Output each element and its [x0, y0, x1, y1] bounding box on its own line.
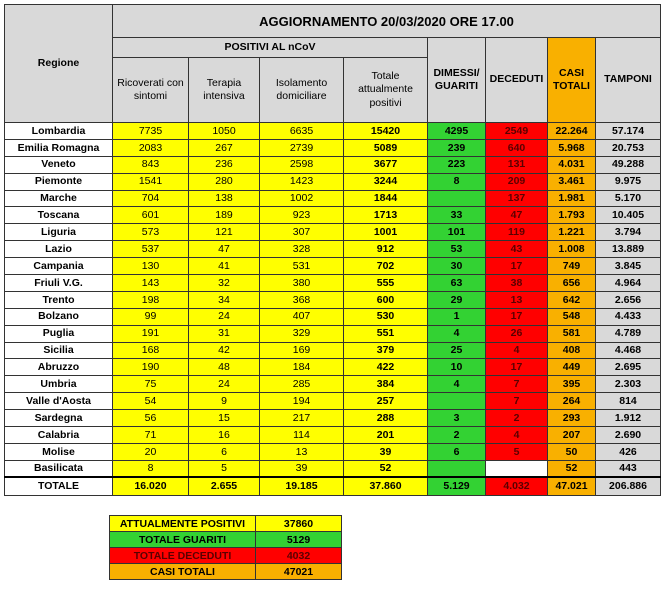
- cell-deceduti: [486, 460, 548, 477]
- header-tamponi: TAMPONI: [596, 38, 661, 123]
- cell-dimessi: 4: [428, 376, 486, 393]
- cell-totale: 257: [344, 393, 428, 410]
- cell-dimessi: 29: [428, 291, 486, 308]
- cell-isolamento: 1002: [260, 190, 344, 207]
- cell-tamponi: 20.753: [596, 139, 661, 156]
- summary-positivi-value: 37860: [256, 516, 342, 532]
- cell-terapia: 267: [189, 139, 260, 156]
- cell-terapia: 121: [189, 224, 260, 241]
- summary-deceduti-label: TOTALE DECEDUTI: [110, 548, 256, 564]
- cell-ricoverati: 8: [113, 460, 189, 477]
- cell-deceduti: 7: [486, 393, 548, 410]
- cell-ricoverati: 54: [113, 393, 189, 410]
- cell-regione: Toscana: [5, 207, 113, 224]
- cell-tamponi: 426: [596, 443, 661, 460]
- cell-terapia: 47: [189, 241, 260, 258]
- cell-tamponi: 2.690: [596, 427, 661, 444]
- cell-isolamento: 329: [260, 325, 344, 342]
- cell-dimessi: 2: [428, 427, 486, 444]
- cell-casi: 408: [548, 342, 596, 359]
- cell-regione: Bolzano: [5, 308, 113, 325]
- cell-totale: 288: [344, 410, 428, 427]
- header-positivi-group: POSITIVI AL nCoV: [113, 38, 428, 58]
- cell-deceduti: 137: [486, 190, 548, 207]
- cell-totale: 600: [344, 291, 428, 308]
- total-terapia: 2.655: [189, 477, 260, 496]
- cell-dimessi: 6: [428, 443, 486, 460]
- cell-regione: Veneto: [5, 156, 113, 173]
- total-casi: 47.021: [548, 477, 596, 496]
- cell-regione: Umbria: [5, 376, 113, 393]
- cell-ricoverati: 843: [113, 156, 189, 173]
- cell-terapia: 1050: [189, 123, 260, 140]
- cell-tamponi: 2.695: [596, 359, 661, 376]
- cell-regione: Liguria: [5, 224, 113, 241]
- cell-casi: 1.981: [548, 190, 596, 207]
- cell-dimessi: 63: [428, 275, 486, 292]
- cell-casi: 1.008: [548, 241, 596, 258]
- cell-casi: 548: [548, 308, 596, 325]
- cell-terapia: 15: [189, 410, 260, 427]
- cell-deceduti: 119: [486, 224, 548, 241]
- cell-tamponi: 2.656: [596, 291, 661, 308]
- table-row: [5, 139, 661, 156]
- cell-totale: 201: [344, 427, 428, 444]
- cell-ricoverati: 99: [113, 308, 189, 325]
- cell-totale: 3677: [344, 156, 428, 173]
- cell-isolamento: 114: [260, 427, 344, 444]
- cell-deceduti: 2: [486, 410, 548, 427]
- table-row: [5, 156, 661, 173]
- cell-tamponi: 443: [596, 460, 661, 477]
- cell-dimessi: 3: [428, 410, 486, 427]
- cell-regione: Molise: [5, 443, 113, 460]
- table-row: [5, 393, 661, 410]
- cell-terapia: 5: [189, 460, 260, 477]
- cell-deceduti: 4: [486, 342, 548, 359]
- cell-casi: 3.461: [548, 173, 596, 190]
- cell-dimessi: 101: [428, 224, 486, 241]
- cell-casi: 642: [548, 291, 596, 308]
- cell-totale: 39: [344, 443, 428, 460]
- cell-ricoverati: 573: [113, 224, 189, 241]
- cell-dimessi: 10: [428, 359, 486, 376]
- table-row: [5, 241, 661, 258]
- cell-regione: Trento: [5, 291, 113, 308]
- total-totale-positivi: 37.860: [344, 477, 428, 496]
- cell-terapia: 189: [189, 207, 260, 224]
- cell-isolamento: 6635: [260, 123, 344, 140]
- cell-dimessi: 223: [428, 156, 486, 173]
- cell-ricoverati: 71: [113, 427, 189, 444]
- cell-terapia: 236: [189, 156, 260, 173]
- summary-guariti-value: 5129: [256, 532, 342, 548]
- cell-regione: Lombardia: [5, 123, 113, 140]
- cell-ricoverati: 20: [113, 443, 189, 460]
- summary-guariti-label: TOTALE GUARITI: [110, 532, 256, 548]
- cell-casi: 22.264: [548, 123, 596, 140]
- cell-terapia: 31: [189, 325, 260, 342]
- cell-regione: Puglia: [5, 325, 113, 342]
- cell-tamponi: 13.889: [596, 241, 661, 258]
- cell-terapia: 9: [189, 393, 260, 410]
- cell-totale: 422: [344, 359, 428, 376]
- cell-isolamento: 328: [260, 241, 344, 258]
- cell-deceduti: 43: [486, 241, 548, 258]
- summary-casi-label: CASI TOTALI: [110, 564, 256, 580]
- table-row: [5, 427, 661, 444]
- cell-casi: 1.793: [548, 207, 596, 224]
- cell-tamponi: 4.468: [596, 342, 661, 359]
- cell-ricoverati: 601: [113, 207, 189, 224]
- cell-deceduti: 209: [486, 173, 548, 190]
- cell-dimessi: 33: [428, 207, 486, 224]
- cell-ricoverati: 190: [113, 359, 189, 376]
- cell-casi: 449: [548, 359, 596, 376]
- cell-terapia: 6: [189, 443, 260, 460]
- cell-deceduti: 4: [486, 427, 548, 444]
- cell-terapia: 41: [189, 258, 260, 275]
- cell-totale: 1713: [344, 207, 428, 224]
- cell-casi: 264: [548, 393, 596, 410]
- header-ricoverati: Ricoverati con sintomi: [113, 58, 189, 123]
- cell-ricoverati: 168: [113, 342, 189, 359]
- cell-casi: 395: [548, 376, 596, 393]
- cell-dimessi: [428, 460, 486, 477]
- cell-isolamento: 194: [260, 393, 344, 410]
- cell-regione: Basilicata: [5, 460, 113, 477]
- cell-terapia: 138: [189, 190, 260, 207]
- cell-totale: 555: [344, 275, 428, 292]
- cell-dimessi: 8: [428, 173, 486, 190]
- cell-regione: Lazio: [5, 241, 113, 258]
- header-regione: Regione: [5, 5, 113, 123]
- table-row: [5, 123, 661, 140]
- cell-totale: 702: [344, 258, 428, 275]
- cell-casi: 293: [548, 410, 596, 427]
- cell-dimessi: 25: [428, 342, 486, 359]
- cell-totale: 52: [344, 460, 428, 477]
- cell-totale: 530: [344, 308, 428, 325]
- summary-table: [109, 515, 342, 580]
- cell-tamponi: 3.794: [596, 224, 661, 241]
- total-deceduti: 4.032: [486, 477, 548, 496]
- cell-isolamento: 39: [260, 460, 344, 477]
- cell-casi: 656: [548, 275, 596, 292]
- cell-dimessi: 53: [428, 241, 486, 258]
- cell-deceduti: 5: [486, 443, 548, 460]
- cell-isolamento: 368: [260, 291, 344, 308]
- table-row: [5, 291, 661, 308]
- cell-totale: 5089: [344, 139, 428, 156]
- cell-dimessi: 4: [428, 325, 486, 342]
- table-row: [5, 275, 661, 292]
- cell-tamponi: 814: [596, 393, 661, 410]
- cell-tamponi: 49.288: [596, 156, 661, 173]
- cell-casi: 749: [548, 258, 596, 275]
- total-isolamento: 19.185: [260, 477, 344, 496]
- summary-casi-value: 47021: [256, 564, 342, 580]
- cell-tamponi: 2.303: [596, 376, 661, 393]
- cell-tamponi: 57.174: [596, 123, 661, 140]
- cell-deceduti: 17: [486, 308, 548, 325]
- header-terapia: Terapia intensiva: [189, 58, 260, 123]
- cell-regione: Sardegna: [5, 410, 113, 427]
- table-row: [5, 325, 661, 342]
- cell-isolamento: 1423: [260, 173, 344, 190]
- cell-tamponi: 4.433: [596, 308, 661, 325]
- cell-regione: Sicilia: [5, 342, 113, 359]
- cell-regione: Abruzzo: [5, 359, 113, 376]
- cell-isolamento: 217: [260, 410, 344, 427]
- cell-totale: 379: [344, 342, 428, 359]
- cell-isolamento: 923: [260, 207, 344, 224]
- cell-totale: 1001: [344, 224, 428, 241]
- cell-deceduti: 7: [486, 376, 548, 393]
- cell-casi: 5.968: [548, 139, 596, 156]
- summary-deceduti-value: 4032: [256, 548, 342, 564]
- cell-isolamento: 2739: [260, 139, 344, 156]
- total-tamponi: 206.886: [596, 477, 661, 496]
- table-row: [5, 190, 661, 207]
- cell-ricoverati: 130: [113, 258, 189, 275]
- cell-regione: Calabria: [5, 427, 113, 444]
- total-label: TOTALE: [5, 477, 113, 496]
- header-isolamento: Isolamento domiciliare: [260, 58, 344, 123]
- table-row: [5, 342, 661, 359]
- cell-deceduti: 26: [486, 325, 548, 342]
- cell-ricoverati: 143: [113, 275, 189, 292]
- cell-ricoverati: 56: [113, 410, 189, 427]
- cell-regione: Emilia Romagna: [5, 139, 113, 156]
- cell-ricoverati: 704: [113, 190, 189, 207]
- cell-tamponi: 3.845: [596, 258, 661, 275]
- cell-terapia: 42: [189, 342, 260, 359]
- cell-ricoverati: 1541: [113, 173, 189, 190]
- cell-casi: 52: [548, 460, 596, 477]
- cell-totale: 1844: [344, 190, 428, 207]
- cell-regione: Marche: [5, 190, 113, 207]
- cell-isolamento: 285: [260, 376, 344, 393]
- cell-isolamento: 407: [260, 308, 344, 325]
- total-ricoverati: 16.020: [113, 477, 189, 496]
- cell-dimessi: 30: [428, 258, 486, 275]
- cell-tamponi: 10.405: [596, 207, 661, 224]
- cell-deceduti: 47: [486, 207, 548, 224]
- cell-casi: 4.031: [548, 156, 596, 173]
- cell-deceduti: 640: [486, 139, 548, 156]
- summary-positivi-label: ATTUALMENTE POSITIVI: [110, 516, 256, 532]
- header-casi-totali: CASI TOTALI: [548, 38, 596, 123]
- cell-casi: 1.221: [548, 224, 596, 241]
- total-row: [5, 477, 661, 496]
- cell-ricoverati: 191: [113, 325, 189, 342]
- cell-terapia: 34: [189, 291, 260, 308]
- cell-isolamento: 13: [260, 443, 344, 460]
- cell-dimessi: [428, 190, 486, 207]
- cell-casi: 581: [548, 325, 596, 342]
- cell-dimessi: 239: [428, 139, 486, 156]
- total-dimessi: 5.129: [428, 477, 486, 496]
- cell-tamponi: 5.170: [596, 190, 661, 207]
- table-row: [5, 258, 661, 275]
- cell-terapia: 16: [189, 427, 260, 444]
- cell-dimessi: 4295: [428, 123, 486, 140]
- table-row: [5, 460, 661, 477]
- cell-casi: 207: [548, 427, 596, 444]
- table-row: [5, 376, 661, 393]
- cell-isolamento: 380: [260, 275, 344, 292]
- cell-deceduti: 38: [486, 275, 548, 292]
- page-title: AGGIORNAMENTO 20/03/2020 ORE 17.00: [113, 5, 661, 38]
- cell-regione: Piemonte: [5, 173, 113, 190]
- cell-terapia: 24: [189, 308, 260, 325]
- cell-deceduti: 131: [486, 156, 548, 173]
- cell-terapia: 48: [189, 359, 260, 376]
- cell-regione: Campania: [5, 258, 113, 275]
- cell-totale: 15420: [344, 123, 428, 140]
- cell-dimessi: 1: [428, 308, 486, 325]
- table-row: [5, 224, 661, 241]
- cell-regione: Valle d'Aosta: [5, 393, 113, 410]
- cell-deceduti: 2549: [486, 123, 548, 140]
- table-row: [5, 443, 661, 460]
- cell-deceduti: 17: [486, 359, 548, 376]
- cell-deceduti: 13: [486, 291, 548, 308]
- cell-tamponi: 9.975: [596, 173, 661, 190]
- cell-ricoverati: 75: [113, 376, 189, 393]
- cell-terapia: 280: [189, 173, 260, 190]
- cell-isolamento: 169: [260, 342, 344, 359]
- cell-totale: 3244: [344, 173, 428, 190]
- cell-ricoverati: 198: [113, 291, 189, 308]
- cell-isolamento: 531: [260, 258, 344, 275]
- cell-tamponi: 1.912: [596, 410, 661, 427]
- cell-totale: 912: [344, 241, 428, 258]
- cell-dimessi: [428, 393, 486, 410]
- cell-terapia: 24: [189, 376, 260, 393]
- table-row: [5, 308, 661, 325]
- cell-terapia: 32: [189, 275, 260, 292]
- header-totale-positivi: Totale attualmente positivi: [344, 58, 428, 123]
- cell-casi: 50: [548, 443, 596, 460]
- cell-regione: Friuli V.G.: [5, 275, 113, 292]
- table-row: [5, 207, 661, 224]
- cell-totale: 551: [344, 325, 428, 342]
- cell-ricoverati: 2083: [113, 139, 189, 156]
- cell-isolamento: 2598: [260, 156, 344, 173]
- cell-isolamento: 307: [260, 224, 344, 241]
- cell-tamponi: 4.789: [596, 325, 661, 342]
- cell-ricoverati: 537: [113, 241, 189, 258]
- cell-deceduti: 17: [486, 258, 548, 275]
- cell-totale: 384: [344, 376, 428, 393]
- cell-isolamento: 184: [260, 359, 344, 376]
- cell-ricoverati: 7735: [113, 123, 189, 140]
- header-deceduti: DECEDUTI: [486, 38, 548, 123]
- table-row: [5, 173, 661, 190]
- covid-regional-table: [4, 4, 661, 496]
- table-row: [5, 410, 661, 427]
- header-dimessi: DIMESSI/ GUARITI: [428, 38, 486, 123]
- cell-tamponi: 4.964: [596, 275, 661, 292]
- table-row: [5, 359, 661, 376]
